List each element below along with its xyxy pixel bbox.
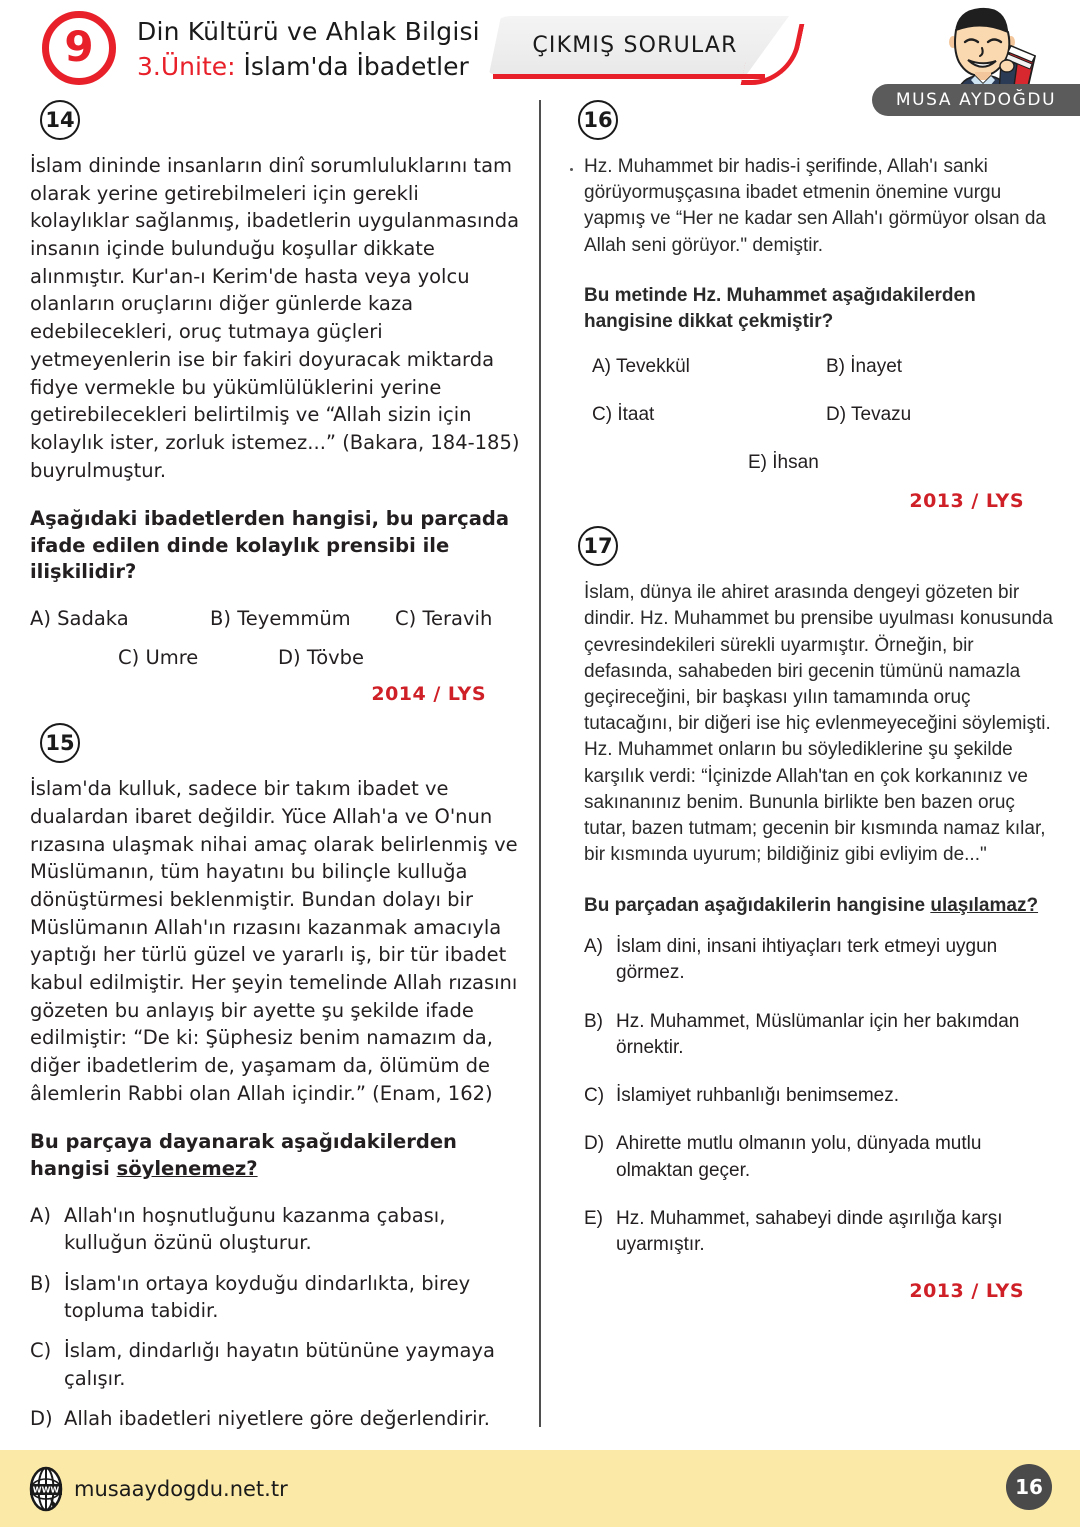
option-label: C) [395, 607, 417, 631]
option-text: İnayet [850, 356, 903, 378]
option-text: Allah'ın hoşnutluğunu kazanma çabası, kulluğun özünü oluşturur. [64, 1204, 446, 1255]
option-label: D) [584, 1133, 605, 1155]
question-source: 2013 / LYS [909, 1280, 1024, 1303]
option-label: B) [210, 607, 231, 631]
answer-option[interactable] [568, 452, 1060, 474]
option-label: C) [118, 646, 140, 670]
answer-option[interactable] [826, 404, 1060, 426]
past-questions-banner [489, 16, 809, 88]
option-label: B) [30, 1271, 51, 1295]
option-label: B) [584, 1010, 603, 1032]
banner-label: ÇIKMIŞ SORULAR [532, 32, 738, 58]
prompt-part-1: Bu parçaya dayanarak aşağıdakilerden hangisi [30, 1130, 457, 1180]
answer-options [568, 934, 1060, 1258]
option-text: İslamiyet ruhbanlığı benimsemez. [616, 1085, 900, 1107]
left-column [30, 100, 522, 1512]
teacher-nameplate [872, 84, 1080, 116]
option-text: İslam'ın ortaya koyduğu dindarlıkta, birey topluma tabidir. [64, 1271, 471, 1322]
right-column [568, 100, 1060, 1306]
answer-options-row [592, 356, 1060, 378]
option-label: D) [30, 1406, 53, 1430]
question-number-badge: 14 [40, 100, 80, 140]
option-text: Umre [145, 646, 199, 670]
answer-option[interactable] [584, 1131, 1060, 1183]
unit-number-badge [42, 11, 116, 85]
answer-option[interactable] [584, 1009, 1060, 1061]
question-prompt: Bu metinde Hz. Muhammet aşağıdakilerden hangisine dikkat çekmiştir? [584, 284, 976, 332]
option-text: Teravih [422, 607, 493, 631]
answer-options-row-1 [30, 607, 522, 630]
answer-option[interactable] [30, 1270, 522, 1325]
option-label: D) [278, 646, 301, 670]
prompt-part-1: Bu parçadan aşağıdakilerin hangisine [584, 894, 926, 916]
answer-option[interactable] [30, 1337, 522, 1392]
option-label: C) [584, 1085, 605, 1107]
unit-label: 3.Ünite: [137, 52, 236, 81]
question-passage: İslam, dünya ile ahiret arasında dengeyi gözeten bir dindir. Hz. Muhammet bu prensibe uyulması konusunda çevresindekileri sürekli uyarmıştır. Örneğin, bir defasında, sahabeden biri gecenin tümünü namazla geçireceğini, bir başkası yılın tamamında oruç tutacağını, bir diğeri ise hiç evlenmeyeceğini söylemişti. Hz. Muhammet onların bu söylediklerine şu şekilde karşılık verdi: “İçinizde Allah'tan en çok korkanınız ve sakınanınız benim. Bununla birlikte ben bazen oruç tutar, bazen tutmam; gecenin bir kısmında namaz kılar, bir kısmında uyurum; bildiğiniz gibi evliyim de..." [584, 582, 1053, 866]
option-text: Tövbe [306, 646, 365, 670]
question-prompt [30, 1129, 522, 1182]
question-source: 2014 / LYS [371, 683, 486, 706]
answer-option[interactable] [30, 1405, 522, 1432]
question-17 [568, 526, 1060, 1302]
answer-option[interactable] [118, 646, 278, 669]
question-number-badge: 17 [578, 526, 618, 566]
unit-number-text: 9 [64, 22, 94, 71]
teacher-name-text: MUSA AYDOĞDU [895, 90, 1057, 110]
option-text: İtaat [617, 404, 655, 426]
option-text: Tevazu [851, 404, 912, 426]
option-text: Teyemmüm [237, 607, 351, 631]
page-header [0, 0, 1080, 110]
page-number-badge: 16 [1006, 1464, 1052, 1510]
option-text: İhsan [772, 452, 819, 474]
answer-option[interactable] [584, 1206, 1060, 1258]
question-passage: İslam dininde insanların dinî sorumluluklarını tam olarak yerine getirebilmeleri için gerekli kolaylıklar sağlanmış, ibadetlerin uygulanmasında insanın içinde bulunduğu koşullar dikkate alınmıştır. Kur'an-ı Kerim'de hasta veya yolcu olanların oruçlarını diğer günlerde kaza edebilecekleri, oruç tutmaya güçleri yetmeyenlerin ise bir fakiri doyuracak miktarda fidye vermekle bu yükümlülüklerini yerine getirebilecekleri belirtilmiş ve “Allah sizin için kolaylık ister, zorluk istemez...” (Bakara, 184-185) buyrulmuştur. [30, 154, 520, 482]
option-label: C) [30, 1339, 52, 1363]
prompt-emphasis: ulaşılamaz? [930, 894, 1039, 916]
option-label: B) [826, 356, 845, 378]
svg-text:WWW: WWW [32, 1485, 60, 1494]
passage-text: Hz. Muhammet bir hadis-i şerifinde, Allah'ı sanki görüyormuşçasına ibadet etmenin önemine vurgu yapmış ve “Her ne kadar sen Allah'ı görmüyor olsan da Allah seni görüyor." demiştir. [584, 156, 1046, 256]
option-text: Hz. Muhammet, sahabeyi dinde aşırılığa karşı uyarmıştır. [616, 1207, 1003, 1255]
answer-option[interactable] [826, 356, 1060, 378]
answer-option[interactable] [395, 607, 492, 630]
question-prompt: Aşağıdaki ibadetlerden hangisi, bu parçada ifade edilen dinde kolaylık prensibi ile ilişkilidir? [30, 507, 509, 583]
question-14 [30, 100, 522, 705]
answer-option[interactable] [592, 404, 826, 426]
website-url[interactable]: musaaydogdu.net.tr [74, 1476, 288, 1501]
option-label: D) [826, 404, 847, 426]
answer-options [30, 1202, 522, 1472]
question-number-badge: 15 [40, 723, 80, 763]
option-label: A) [30, 607, 51, 631]
globe-www-icon [26, 1466, 66, 1512]
question-15 [30, 723, 522, 1508]
question-prompt [568, 893, 1060, 919]
answer-options-row [592, 404, 1060, 426]
answer-option[interactable] [584, 934, 1060, 986]
answer-option[interactable] [30, 607, 210, 630]
option-text: Hz. Muhammet, Müslümanlar için her bakımdan örnektir. [616, 1010, 1020, 1058]
option-label: A) [584, 936, 603, 958]
option-label: C) [592, 404, 613, 426]
option-label: E) [584, 1207, 603, 1229]
option-text: Tevekkül [615, 356, 690, 378]
answer-options [568, 356, 1060, 426]
answer-options-row-2 [30, 646, 522, 669]
worksheet-body [0, 100, 1080, 1437]
option-text: İslam, dindarlığı hayatın bütününe yaymaya çalışır. [64, 1339, 495, 1390]
question-passage: İslam'da kulluk, sadece bir takım ibadet ve dualardan ibaret değildir. Yüce Allah'a ve O'nun rızasına ulaşmak nihai amaç olarak belirlenmiş ve Müslümanın, tüm hayatını bu bilinçle kulluğa dönüştürmesi beklenmiştir. Bundan dolayı bir Müslümanın Allah'ın rızasını kazanmak amacıyla yaptığı her türlü güzel ve yararlı iş, bir tür ibadet kabul edilmiştir. Her şeyin temelinde Allah rızasını gözeten bu anlayış bir ayette şu şekilde ifade edilmiştir: “De ki: Şüphesiz benim namazım da, diğer ibadetlerim de, yaşamam da, ölümüm de âlemlerin Rabbi olan Allah içindir.” (Enam, 162) [30, 777, 518, 1105]
question-number-badge: 16 [578, 100, 618, 140]
answer-option[interactable] [584, 1083, 1060, 1109]
option-text: Allah ibadetleri niyetlere göre değerlendirir. [64, 1406, 490, 1430]
question-passage [568, 154, 1060, 259]
question-source: 2013 / LYS [909, 490, 1024, 513]
option-text: İslam dini, insani ihtiyaçları terk etmeyi uygun görmez. [616, 936, 998, 984]
question-16 [568, 100, 1060, 512]
column-divider [539, 100, 541, 1427]
option-label: A) [30, 1204, 51, 1228]
prompt-emphasis: söylenemez? [116, 1156, 258, 1180]
answer-option[interactable] [278, 646, 364, 669]
banner-underline [493, 74, 765, 79]
option-text: Sadaka [57, 607, 129, 631]
globe-icon [26, 1466, 66, 1512]
page-footer [0, 1450, 1080, 1527]
header-title-block [137, 17, 480, 81]
unit-title [137, 52, 480, 81]
answer-option[interactable] [30, 1202, 522, 1257]
answer-option[interactable] [592, 356, 826, 378]
option-label: A) [592, 356, 611, 378]
scan-artifact-dot [570, 168, 573, 171]
option-text: Ahirette mutlu olmanın yolu, dünyada mutlu olmaktan geçer. [616, 1133, 982, 1181]
answer-option[interactable] [210, 607, 395, 630]
option-label: E) [748, 452, 767, 474]
subject-title: Din Kültürü ve Ahlak Bilgisi [137, 17, 480, 46]
unit-name: İslam'da İbadetler [243, 52, 469, 81]
